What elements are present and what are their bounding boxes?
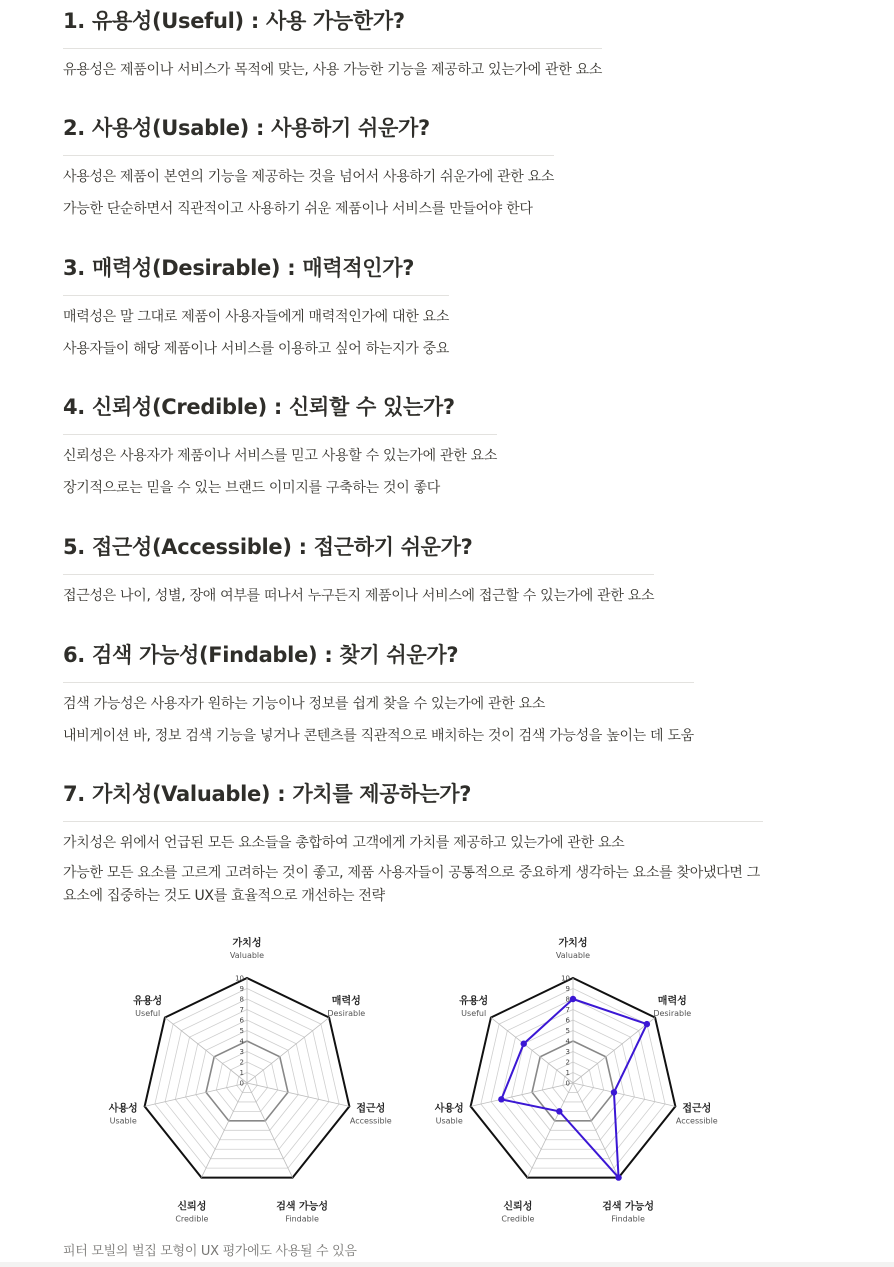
section-heading: 4. 신뢰성(Credible) : 신뢰할 수 있는가? — [63, 395, 455, 419]
axis-label-ko: 검색 가능성 — [276, 1201, 329, 1213]
series-point — [498, 1096, 504, 1102]
section-usable — [63, 114, 554, 219]
divider — [63, 574, 654, 575]
section-paragraph: 유용성은 제품이나 서비스가 목적에 맞는, 사용 가능한 기능을 제공하고 있는가에 관한 요소 — [63, 62, 603, 78]
section-accessible — [63, 533, 654, 606]
honeycomb-radar-figure — [95, 935, 745, 1230]
section-heading: 5. 접근성(Accessible) : 접근하기 쉬운가? — [63, 535, 473, 559]
axis-label-en: Accessible — [675, 1116, 718, 1126]
series-point — [521, 1041, 527, 1047]
scale-tick-label: 9 — [565, 985, 570, 993]
section-paragraph: 가치성은 위에서 언급된 모든 요소들을 총합하여 고객에게 가치를 제공하고 있는가에 관한 요소 — [63, 835, 625, 851]
section-heading: 3. 매력성(Desirable) : 매력적인가? — [63, 256, 415, 280]
axis-label-en: Desirable — [653, 1008, 692, 1018]
scale-tick-label: 7 — [239, 1006, 244, 1014]
figure-caption: 피터 모빌의 벌집 모형이 UX 평가에도 사용될 수 있음 — [63, 1244, 357, 1259]
axis-label-en: Credible — [501, 1214, 535, 1224]
scale-tick-label: 6 — [565, 1016, 570, 1025]
section-paragraph: 사용자들이 해당 제품이나 서비스를 이용하고 싶어 하는지가 중요 — [63, 341, 450, 357]
section-heading: 2. 사용성(Usable) : 사용하기 쉬운가? — [63, 116, 430, 140]
series-point — [615, 1174, 621, 1180]
axis-label-ko: 매력성 — [657, 995, 687, 1007]
divider — [63, 48, 602, 49]
axis-label-en: Useful — [461, 1008, 487, 1018]
section-paragraph: 장기적으로는 믿을 수 있는 브랜드 이미지를 구축하는 것이 좋다 — [63, 480, 441, 496]
page-bottom-edge — [0, 1262, 894, 1267]
scale-tick-label: 5 — [239, 1027, 244, 1035]
axis-label-en: Accessible — [349, 1116, 392, 1126]
axis-label-ko: 사용성 — [108, 1103, 138, 1115]
divider — [63, 295, 449, 296]
section-heading: 1. 유용성(Useful) : 사용 가능한가? — [63, 9, 405, 33]
series-point — [644, 1021, 650, 1027]
axis-label-ko: 신뢰성 — [503, 1201, 533, 1213]
axis-label-ko: 검색 가능성 — [602, 1201, 655, 1213]
section-paragraph: 검색 가능성은 사용자가 원하는 기능이나 정보를 쉽게 찾을 수 있는가에 관한 요소 — [63, 696, 546, 712]
axis-label-en: Usable — [109, 1116, 137, 1126]
section-useful — [63, 7, 602, 80]
axis-label-en: Findable — [611, 1214, 645, 1224]
axis-label-ko: 접근성 — [682, 1103, 712, 1115]
axis-label-ko: 매력성 — [331, 995, 361, 1007]
scale-tick-label: 4 — [565, 1037, 570, 1046]
section-paragraph: 사용성은 제품이 본연의 기능을 제공하는 것을 넘어서 사용하기 쉬운가에 관한 요소 — [63, 169, 555, 185]
radar-chart-1 — [108, 936, 392, 1223]
section-valuable — [63, 780, 763, 908]
scale-tick-label: 4 — [239, 1037, 244, 1046]
section-paragraph: 신뢰성은 사용자가 제품이나 서비스를 믿고 사용할 수 있는가에 관한 요소 — [63, 448, 498, 464]
scale-tick-label: 0 — [239, 1079, 244, 1088]
divider — [63, 682, 694, 683]
section-paragraph: 가능한 모든 요소를 고르게 고려하는 것이 좋고, 제품 사용자들이 공통적으로 중요하게 생각하는 요소를 찾아냈다면 그 요소에 집중하는 것도 UX를 효율적으로 개선하는 전략 — [63, 865, 761, 904]
series-point — [556, 1108, 562, 1114]
scale-tick-label: 6 — [239, 1016, 244, 1025]
axis-label-en: Valuable — [555, 951, 591, 960]
scale-tick-label: 1 — [565, 1069, 570, 1077]
scale-tick-label: 8 — [565, 995, 570, 1004]
scale-tick-label: 3 — [239, 1048, 244, 1056]
axis-label-ko: 유용성 — [133, 995, 163, 1007]
scale-tick-label: 1 — [239, 1069, 244, 1077]
divider — [63, 434, 497, 435]
radar-charts — [95, 935, 745, 1230]
scale-tick-label: 10 — [235, 974, 244, 983]
series-point — [611, 1089, 617, 1095]
scale-tick-label: 5 — [565, 1027, 570, 1035]
section-desirable — [63, 254, 449, 359]
section-paragraph: 가능한 단순하면서 직관적이고 사용하기 쉬운 제품이나 서비스를 만들어야 한다 — [63, 201, 533, 217]
axis-label-en: Desirable — [327, 1008, 366, 1018]
section-heading: 7. 가치성(Valuable) : 가치를 제공하는가? — [63, 782, 472, 806]
axis-label-ko: 유용성 — [459, 995, 489, 1007]
axis-label-en: Usable — [435, 1116, 463, 1126]
section-paragraph: 접근성은 나이, 성별, 장애 여부를 떠나서 누구든지 제품이나 서비스에 접근할 수 있는가에 관한 요소 — [63, 588, 655, 604]
axis-label-ko: 사용성 — [434, 1103, 464, 1115]
scale-tick-label: 9 — [239, 985, 244, 993]
section-credible — [63, 393, 497, 498]
axis-label-en: Credible — [175, 1214, 209, 1224]
radar-chart-2 — [434, 936, 718, 1223]
axis-label-ko: 신뢰성 — [177, 1201, 207, 1213]
axis-label-en: Findable — [285, 1214, 319, 1224]
section-paragraph: 내비게이션 바, 정보 검색 기능을 넣거나 콘텐츠를 직관적으로 배치하는 것이 검색 가능성을 높이는 데 도움 — [63, 728, 694, 744]
section-paragraph: 매력성은 말 그대로 제품이 사용자들에게 매력적인가에 대한 요소 — [63, 309, 450, 325]
divider — [63, 155, 554, 156]
axis-label-en: Valuable — [229, 951, 265, 960]
axis-label-ko: 가치성 — [232, 938, 262, 949]
axis-label-ko: 접근성 — [356, 1103, 386, 1115]
divider — [63, 821, 763, 822]
scale-tick-label: 3 — [565, 1048, 570, 1056]
section-findable — [63, 641, 694, 746]
series-point — [570, 996, 576, 1002]
axis-label-ko: 가치성 — [558, 938, 588, 949]
axis-label-en: Useful — [135, 1008, 161, 1018]
scale-tick-label: 2 — [565, 1058, 570, 1067]
scale-tick-label: 2 — [239, 1058, 244, 1067]
section-heading: 6. 검색 가능성(Findable) : 찾기 쉬운가? — [63, 643, 459, 667]
scale-tick-label: 7 — [565, 1006, 570, 1014]
scale-tick-label: 0 — [565, 1079, 570, 1088]
scale-tick-label: 8 — [239, 995, 244, 1004]
scale-tick-label: 10 — [561, 974, 570, 983]
